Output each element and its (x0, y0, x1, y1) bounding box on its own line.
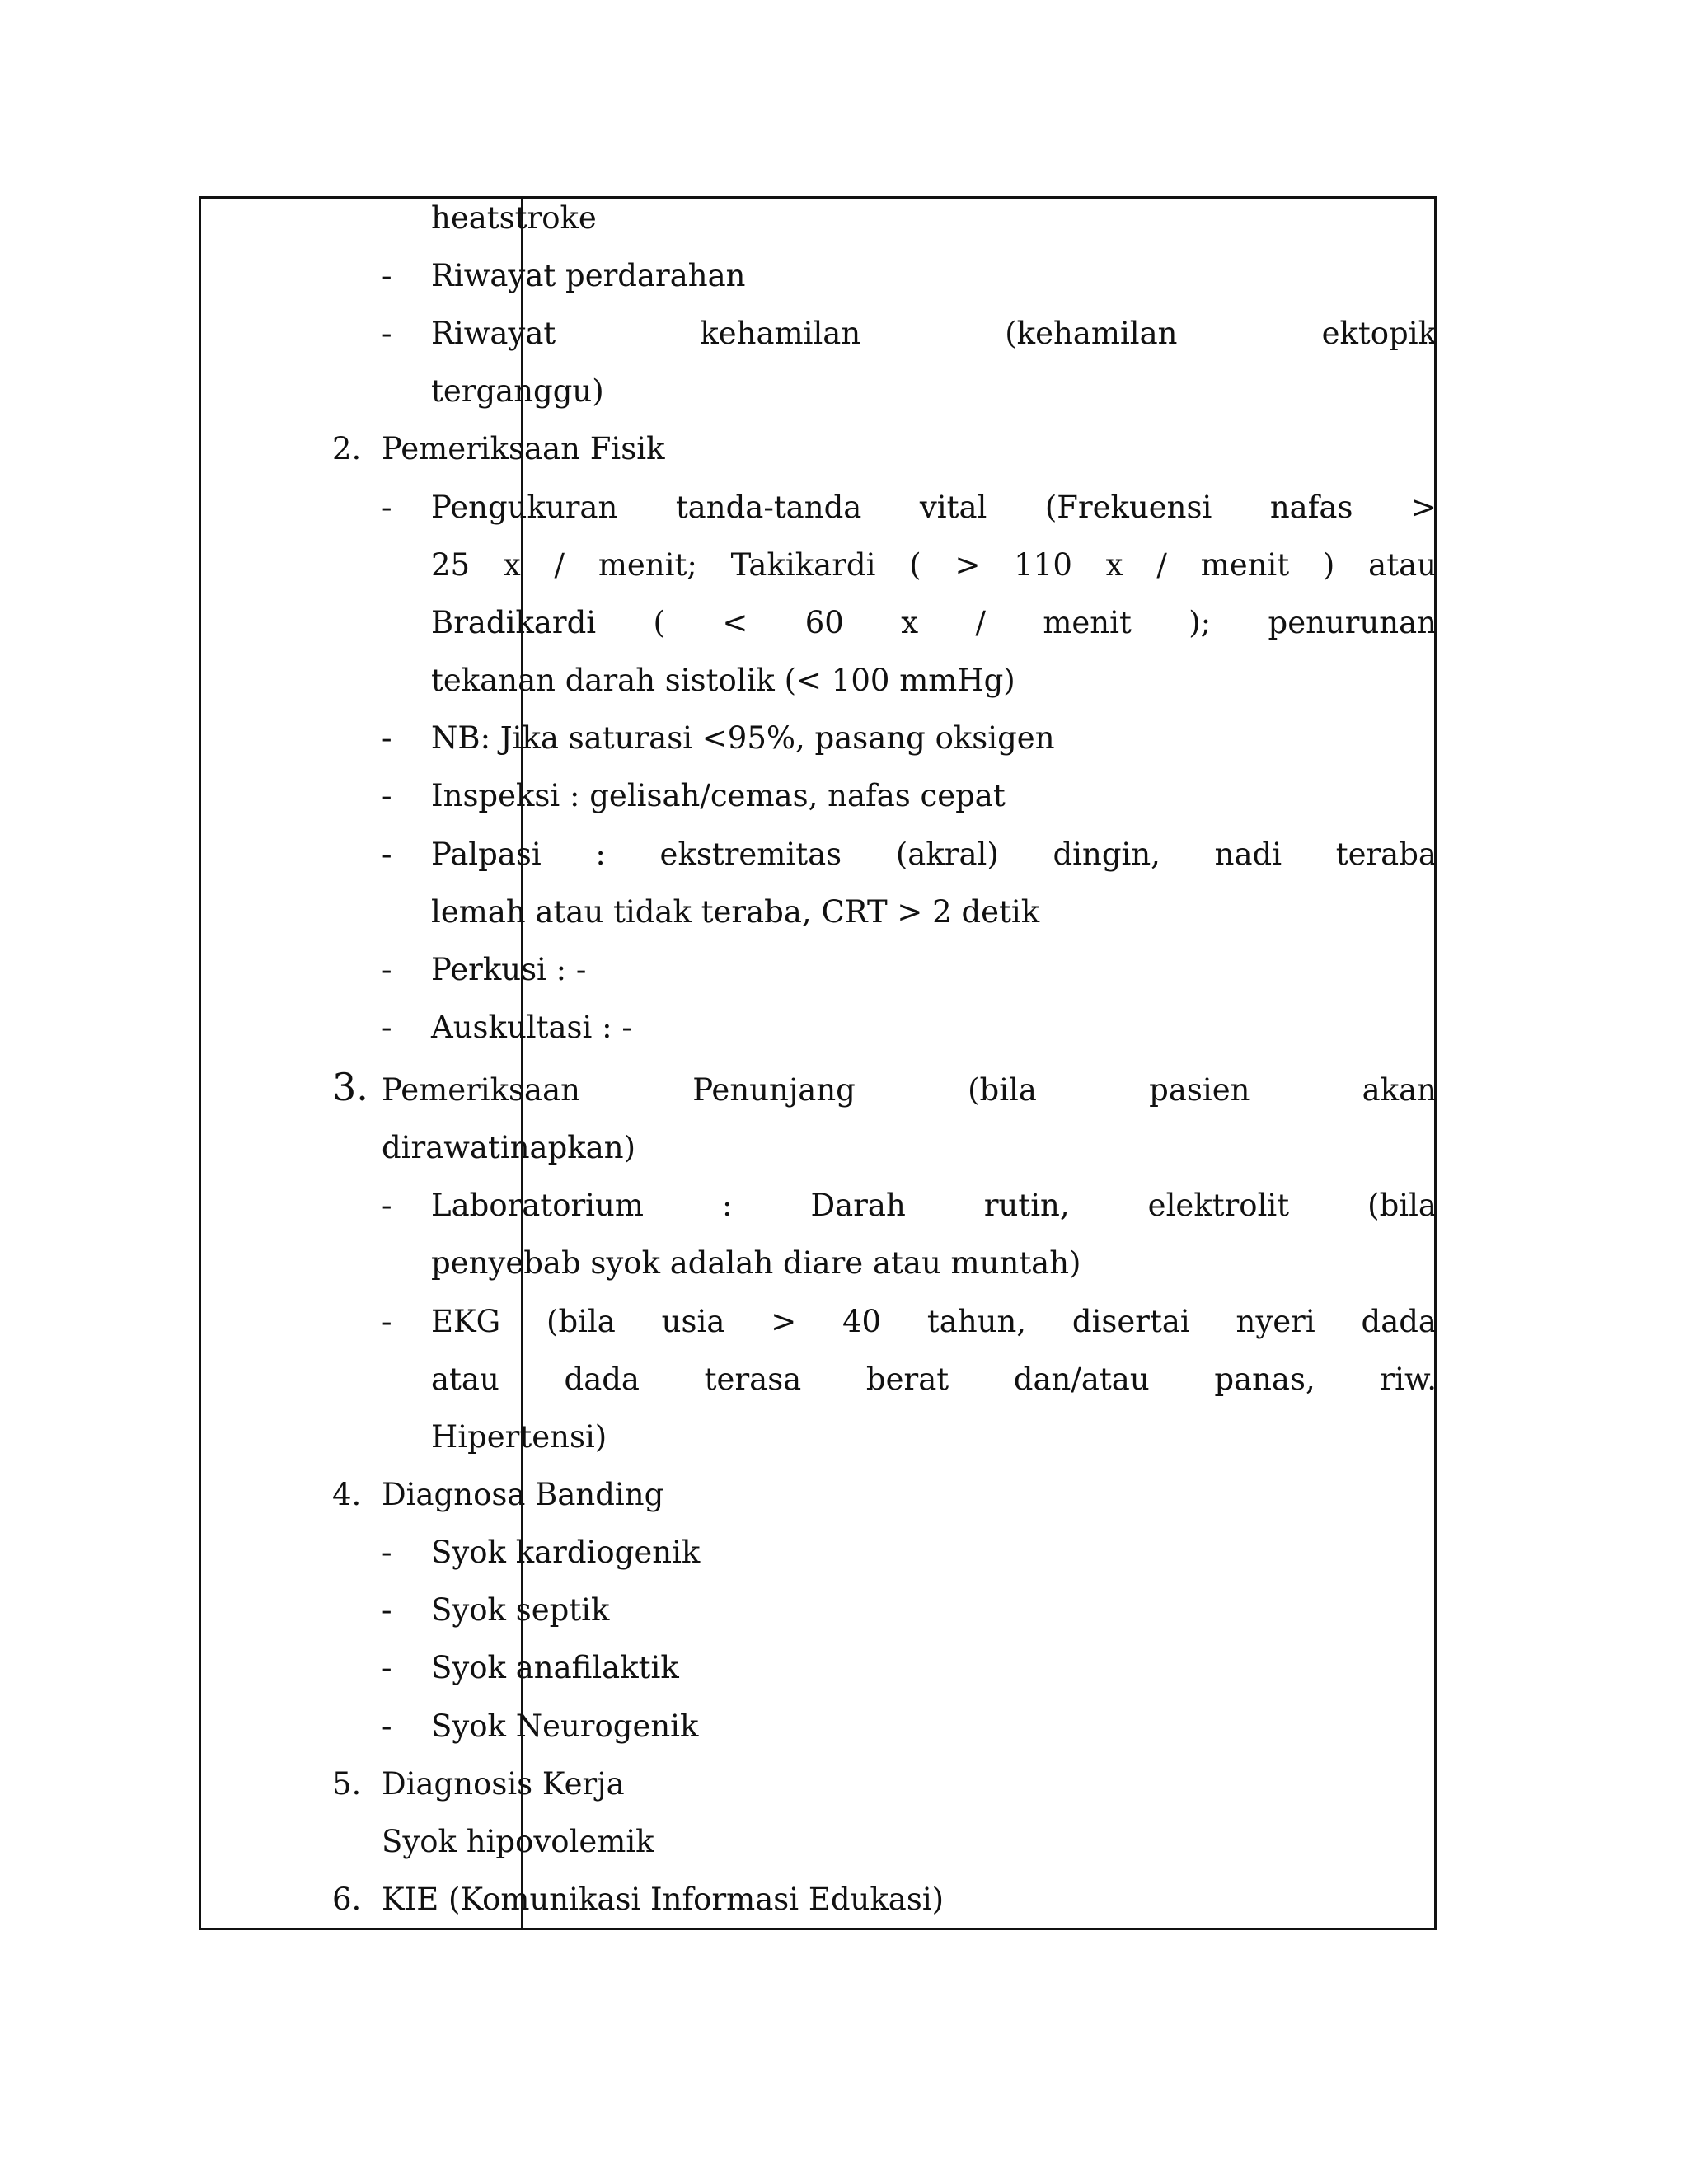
list-line (0, 1127, 1688, 1169)
line-text: KIE (Komunikasi Informasi Edukasi) (382, 1882, 945, 1917)
line-text: Perkusi : - (431, 952, 587, 987)
line-text: Hipertensi) (431, 1419, 607, 1455)
line-text: Auskultasi : - (431, 1010, 632, 1045)
line-text: Syok hipovolemik (382, 1824, 654, 1859)
list-line (0, 1532, 1688, 1573)
list-number: 5. (332, 1766, 362, 1802)
dash-bullet: - (382, 952, 392, 987)
line-text: dirawatinapkan) (382, 1130, 636, 1165)
line-text: atau dada terasa berat dan/atau panas, riw. (431, 1361, 1437, 1397)
list-line (0, 1764, 1688, 1805)
line-text: lemah atau tidak teraba, CRT > 2 detik (431, 894, 1040, 930)
line-text: tekanan darah sistolik (< 100 mmHg) (431, 663, 1015, 698)
list-line (0, 660, 1688, 701)
line-text: terganggu) (431, 373, 604, 409)
list-line (0, 1647, 1688, 1689)
dash-bullet: - (382, 1650, 392, 1685)
list-line (0, 313, 1688, 354)
line-text: EKG (bila usia > 40 tahun, disertai nyeri dada (431, 1304, 1437, 1339)
list-number: 2. (332, 431, 362, 466)
line-text: Syok anafilaktik (431, 1650, 679, 1685)
list-line (0, 1474, 1688, 1516)
list-line (0, 1879, 1688, 1920)
dash-bullet: - (382, 1708, 392, 1744)
list-line (0, 1007, 1688, 1048)
dash-bullet: - (382, 1188, 392, 1223)
list-number: 4. (332, 1477, 362, 1512)
list-line (0, 1301, 1688, 1343)
line-text: Laboratorium : Darah rutin, elektrolit (bila (431, 1188, 1437, 1223)
line-text: Syok septik (431, 1592, 610, 1628)
line-text: Pemeriksaan Penunjang (bila pasien akan (382, 1072, 1437, 1108)
line-text: Riwayat kehamilan (kehamilan ektopik (431, 316, 1437, 351)
dash-bullet: - (382, 1535, 392, 1570)
list-line (0, 429, 1688, 470)
list-line (0, 1185, 1688, 1226)
line-text: Diagnosis Kerja (382, 1766, 625, 1802)
dash-bullet: - (382, 258, 392, 293)
line-text: Syok kardiogenik (431, 1535, 701, 1570)
dash-bullet: - (382, 837, 392, 872)
dash-bullet: - (382, 1592, 392, 1628)
list-line (0, 1821, 1688, 1863)
dash-bullet: - (382, 720, 392, 756)
list-line (0, 718, 1688, 759)
list-line (0, 892, 1688, 933)
line-text: Bradikardi ( < 60 x / menit ); penurunan (431, 605, 1437, 640)
line-text: Pengukuran tanda-tanda vital (Frekuensi nafas > (431, 490, 1437, 525)
list-line (0, 949, 1688, 991)
line-text: Syok Neurogenik (431, 1708, 699, 1744)
list-line (0, 1065, 1688, 1111)
list-line (0, 834, 1688, 875)
list-line (0, 545, 1688, 586)
list-line (0, 198, 1688, 239)
line-text: Pemeriksaan Fisik (382, 431, 665, 466)
dash-bullet: - (382, 1010, 392, 1045)
dash-bullet: - (382, 490, 392, 525)
list-line (0, 776, 1688, 817)
line-text: Diagnosa Banding (382, 1477, 664, 1512)
line-text: Inspeksi : gelisah/cemas, nafas cepat (431, 778, 1006, 813)
list-number: 6. (332, 1882, 362, 1917)
line-text: heatstroke (431, 200, 597, 236)
dash-bullet: - (382, 316, 392, 351)
list-line (0, 1243, 1688, 1284)
line-text: NB: Jika saturasi <95%, pasang oksigen (431, 720, 1055, 756)
list-line (0, 487, 1688, 528)
list-line (0, 1706, 1688, 1747)
dash-bullet: - (382, 778, 392, 813)
line-text: penyebab syok adalah diare atau muntah) (431, 1245, 1081, 1281)
line-text: 25 x / menit; Takikardi ( > 110 x / menit ) atau (431, 547, 1437, 583)
list-line (0, 371, 1688, 412)
list-number: 3. (332, 1065, 368, 1109)
list-line (0, 1417, 1688, 1458)
list-line (0, 1590, 1688, 1631)
list-line (0, 1359, 1688, 1400)
dash-bullet: - (382, 1304, 392, 1339)
list-line (0, 255, 1688, 297)
list-line (0, 602, 1688, 644)
line-text: Palpasi : ekstremitas (akral) dingin, nadi teraba (431, 837, 1437, 872)
line-text: Riwayat perdarahan (431, 258, 746, 293)
